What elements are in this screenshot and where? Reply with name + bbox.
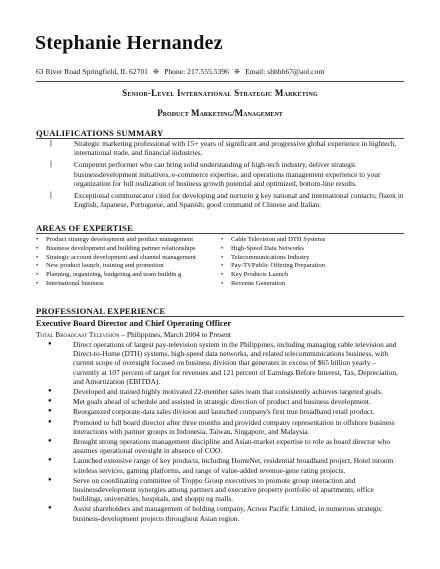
experience-divider: [36, 316, 404, 317]
list-item: ● Assist shareholders and management of holding company, Across Pacific Limited, in numerous strategic business-development projects throughout Asian region.: [48, 504, 383, 523]
list-item: ● Serve on coordinating committee of Troppo Group executives to promote group interaction and businessdevelopment synergies among partners and executive property portfolio of apartments, office buildings, universities, hospitals, and shoppi ng malls.: [48, 475, 374, 504]
bullet-icon: ❘: [48, 191, 54, 200]
bullet-icon: ❘: [48, 139, 54, 147]
address: 63 River Road Springfield, IL 62701: [36, 67, 148, 76]
expertise-columns: [36, 236, 406, 289]
list-item: ● Launched extensive range of key products, including HomeNet, residential broadband project, Hotel inroom wireless services, gaming platforms, and range of value-added revenue-gene rating projects.: [48, 456, 394, 475]
list-item: • High-Speed Data Networks: [221, 244, 304, 252]
list-item: ● Met goals ahead of schedule and assisted in strategic direction of product and business development.: [48, 397, 371, 407]
qualifications-heading: QUALIFICATIONS SUMMARY: [36, 128, 164, 138]
qualifications-list: [36, 139, 406, 212]
expertise-left-column: [36, 236, 221, 289]
expertise-right-column: [221, 236, 406, 289]
list-item: ❘ Strategic marketing professional with 15+ years of significant and progressive global experience in hightech, international trade, and financial industries.: [36, 139, 406, 157]
list-item: • Pay-TVPublic Offering Preparation: [221, 262, 325, 270]
list-item: ● Brought strong operations management discipline and Asian-market expertise to role as board director who assumes operational oversight in absence of COO.: [48, 437, 391, 456]
target-title-line1: Senior-Level International Strategic Marketing: [122, 88, 318, 98]
list-item: ❘ Competent performer who can bring solid understanding of high-tech industry, deliver strategic businessdevelopment initiatives, e-commerce expertise, and operations management experience to your organization for full realization of business growth potential and optimized, bottom-line results.: [36, 160, 406, 188]
expertise-heading: AREAS OF EXPERTISE: [36, 223, 134, 233]
list-item: • Strategic account development and channel management: [36, 253, 196, 261]
target-title-line2: Product Marketing/Management: [157, 108, 283, 118]
list-item: • Planning, organizing, budgeting and team buildin g: [36, 271, 182, 279]
list-item: ● Developed and trained highly motivated 22-member sales team that consistently achieves targeted goals.: [48, 387, 383, 397]
company-name: Total Broadcast Television: [36, 330, 120, 339]
list-item: • Business development and building partner relationships: [36, 244, 196, 252]
contact-line: 63 River Road Springfield, IL 62701 ❈ Phone: 217.555.5396 ❈ Email: shhhh67@aol.com: [36, 67, 325, 76]
phone-number: 217.555.5396: [187, 67, 229, 76]
phone-label: Phone:: [164, 67, 186, 76]
email-label: Email:: [245, 67, 266, 76]
location-dates: – Philippines, March 2004 to Present: [119, 330, 231, 339]
list-item: ● Reorganized corporate-data sales division and launched company's first true broadband retail product.: [48, 407, 375, 417]
candidate-name: Stephanie Hernandez: [35, 32, 223, 54]
header-divider: [36, 81, 404, 82]
list-item: • Revenue Generation: [221, 279, 286, 287]
experience-bullets: [36, 340, 404, 524]
bullet-icon: ❘: [48, 160, 54, 169]
experience-heading: PROFESSIONAL EXPERIENCE: [36, 306, 166, 316]
list-item: • Key Products Launch: [221, 271, 289, 279]
list-item: ❘ Exceptional communicator cited for developing and nurturin g key national and international contacts; fluent in English, Japanese, Portuguese, and Spanish; good command of Chinese and Italian.: [36, 191, 406, 209]
email-address: shhhh67@aol.com: [267, 67, 325, 76]
list-item: • New product launch, training and promotion: [36, 262, 164, 270]
job-title: Executive Board Director and Chief Operating Officer: [36, 319, 232, 328]
list-item: ● Direct operations of largest pay-television system in the Philippines, including managing cable television and Direct-to-Home (DTH) systems, high-speed data networks, and related telecommunications business, with current scope of oversight focused on business division that generates in excess of $65 billion yearly – currently at 107 percent of target for revenues and 121 percent of Earnings Before Interest, Tax, Depreciation, and Amortization (EBITDA).: [48, 340, 398, 386]
list-item: • International business: [36, 279, 104, 287]
company-line: [36, 330, 231, 339]
list-item: ● Promoted to full board director after three months and provided company representation in offshore business interactions with partner groups in Indonesia, Taiwan, Singapore, and Malaysia.: [48, 417, 395, 436]
list-item: • Telecommunications Industry: [221, 253, 310, 261]
list-item: • Product strategy development and product management: [36, 236, 194, 243]
expertise-divider: [36, 233, 404, 234]
list-item: • Cable Television and DTH Systems: [221, 236, 326, 243]
